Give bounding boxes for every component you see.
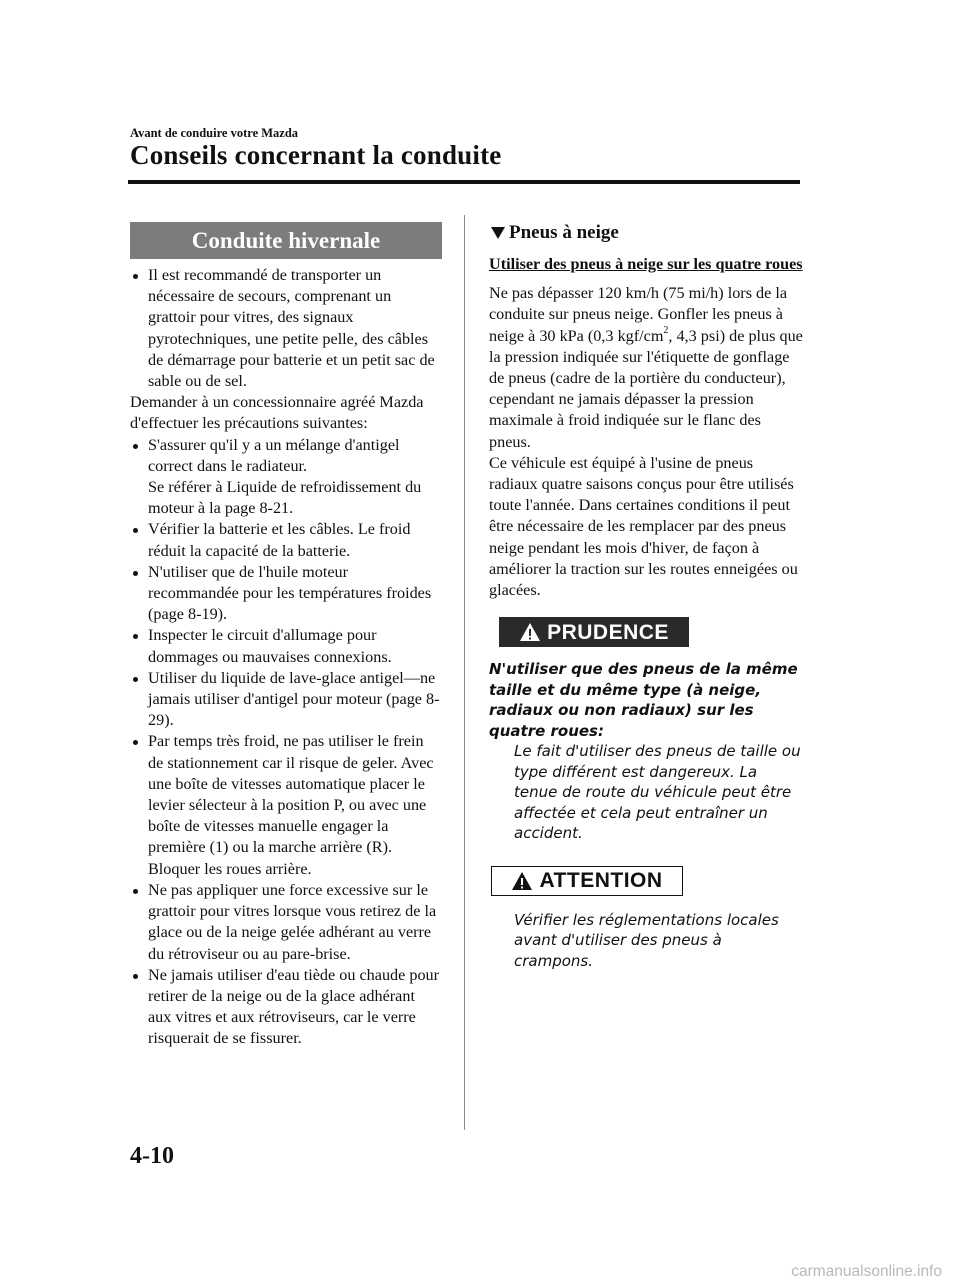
- prudence-label: PRUDENCE: [547, 620, 669, 644]
- dealer-paragraph: Demander à un concessionnaire agréé Mazda d'effectuer les précautions suivantes:: [130, 393, 424, 433]
- superscript: 2: [663, 325, 669, 337]
- list-item: [130, 965, 442, 1050]
- paragraph-text-a: Ne pas dépasser 120 km/h (75 mi/h) lors de la conduite sur pneus neige. Gonfler les pneus à neige à 30 kPa (0,3 kgf/cm: [489, 284, 788, 345]
- right-column: [489, 220, 804, 971]
- list-item-text: Par temps très froid, ne pas utiliser le frein de stationnement car il risque de geler. Avec une boîte de vitesses automatique placer le levier sélecteur à la position P, ou avec une boîte de vitesses manuelle engager la première (1) ou la marche arrière (R). Bloquer les roues arrière.: [148, 732, 434, 878]
- list-item: [130, 519, 442, 561]
- list-item-text: Inspecter le circuit d'allumage pour dommages ou mauvaises connexions.: [148, 626, 392, 666]
- list-item-text: Ne pas appliquer une force excessive sur le grattoir pour vitres lorsque vous retirez de la glace ou de la neige gelée adhérant au verre du rétroviseur ou au pare-brise.: [148, 880, 437, 963]
- list-item-text: Vérifier la batterie et les câbles. Le froid réduit la capacité de la batterie.: [148, 520, 411, 560]
- bullet-icon: [133, 677, 138, 682]
- prudence-content: [489, 659, 804, 844]
- header-rule: [128, 180, 800, 184]
- attention-label: ATTENTION: [539, 869, 663, 893]
- page-title: Conseils concernant la conduite: [130, 140, 502, 170]
- intro-list: [130, 265, 442, 392]
- list-item-text: Utiliser du liquide de lave-glace antigel―ne jamais utiliser d'antigel pour moteur (page 8-29).: [148, 668, 440, 730]
- list-item: [130, 562, 442, 626]
- list-item: [130, 625, 442, 667]
- heading-text: Pneus à neige: [509, 222, 619, 243]
- column-divider: [464, 215, 465, 1130]
- list-item-text: Il est recommandé de transporter un nécessaire de secours, comprenant un grattoir pour vitres, des signaux pyrotechniques, une petite pelle, des câbles de démarrage pour batterie et un petit sac de sable ou de sel.: [148, 266, 435, 391]
- bullet-icon: [133, 889, 138, 894]
- watermark: carmanualsonline.info: [791, 1263, 942, 1280]
- bullet-icon: [133, 274, 138, 279]
- attention-text: Vérifier les réglementations locales avant d'utiliser des pneus à crampons.: [514, 910, 779, 970]
- warning-triangle-icon: [519, 622, 541, 642]
- underlined-subheading: Utiliser des pneus à neige sur les quatre roues: [489, 255, 803, 273]
- list-item: [130, 880, 442, 965]
- bullet-icon: [133, 571, 138, 576]
- prudence-bold-text: N'utiliser que des pneus de la même taille et du même type (à neige, radiaux ou non radiaux) sur les quatre roues:: [489, 660, 798, 740]
- bullet-icon: [133, 444, 138, 449]
- bullet-icon: [133, 974, 138, 979]
- bullet-icon: [133, 634, 138, 639]
- list-item-text: Ne jamais utiliser d'eau tiède ou chaude pour retirer de la neige ou de la glace adhérant aux vitres et aux rétroviseurs, car le verre risquerait de se fissurer.: [148, 965, 440, 1048]
- bullet-icon: [133, 528, 138, 533]
- list-item: [130, 668, 442, 732]
- left-column: [130, 222, 442, 1050]
- page-number: 4-10: [130, 1143, 174, 1169]
- warning-triangle-icon: [511, 871, 533, 891]
- list-item-text: S'assurer qu'il y a un mélange d'antigel correct dans le radiateur.: [148, 435, 400, 475]
- prudence-label-box: [499, 617, 689, 647]
- paragraph-text-b: , 4,3 psi) de plus que la pression indiquée sur l'étiquette de gonflage de pneus (cadre de la portière du conducteur), cependant ne jamais dépasser la pression maximale à froid indiquée sur le flanc des pneus.: [489, 326, 803, 451]
- list-item: [130, 265, 442, 392]
- inflation-paragraph: [489, 283, 804, 453]
- list-item: [130, 435, 442, 520]
- list-item-text: N'utiliser que de l'huile moteur recommandée pour les températures froides (page 8-19).: [148, 562, 432, 624]
- bullet-icon: [133, 740, 138, 745]
- list-item-subtext: Se référer à Liquide de refroidissement du moteur à la page 8-21.: [148, 478, 422, 518]
- all-season-paragraph: Ce véhicule est équipé à l'usine de pneus radiaux quatre saisons conçus pour être utilisés toute l'année. Dans certaines conditions il peut être nécessaire de les remplacer par des pneus neige pendant les mois d'hiver, de façon à améliorer la traction sur les routes enneigées ou glacées.: [489, 453, 798, 600]
- prudence-detail-text: Le fait d'utiliser des pneus de taille ou type différent est dangereux. La tenue de route du véhicule peut être affectée et cela peut entraîner un accident.: [514, 742, 801, 843]
- precautions-list: [130, 435, 442, 1050]
- section-banner: Conduite hivernale: [130, 222, 442, 259]
- list-item: [130, 731, 442, 879]
- chapter-label: Avant de conduire votre Mazda: [130, 126, 299, 140]
- attention-label-box: [491, 866, 683, 896]
- snow-tires-heading: [489, 220, 804, 246]
- triangle-down-icon: [491, 227, 505, 239]
